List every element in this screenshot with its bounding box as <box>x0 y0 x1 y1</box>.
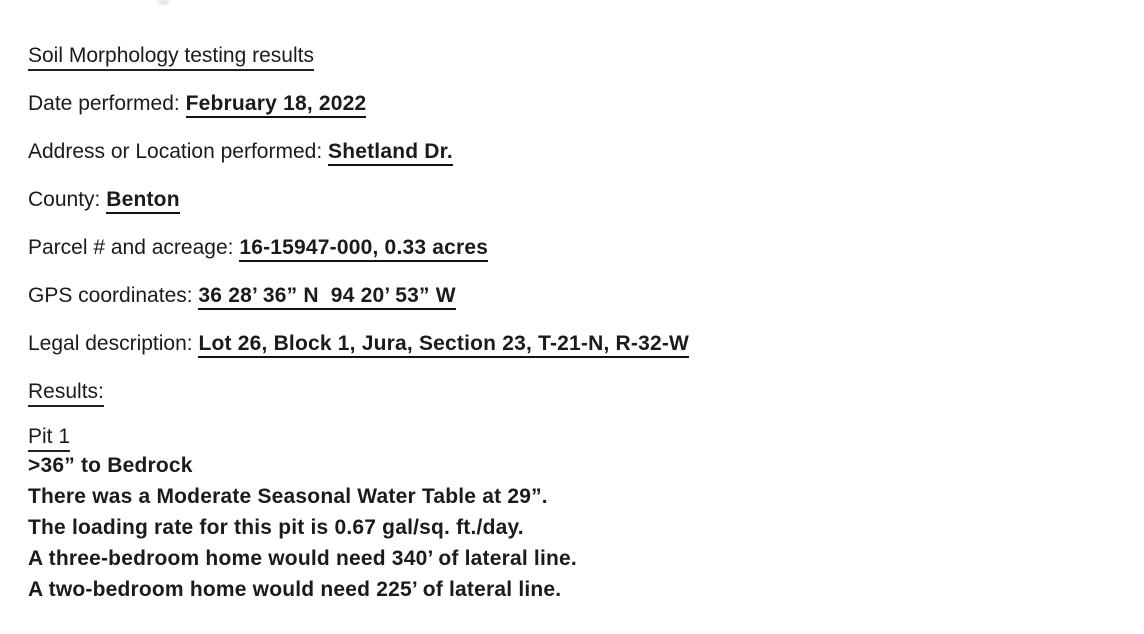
field-line-address <box>28 141 1124 162</box>
pit-result-water-table: There was a Moderate Seasonal Water Table at 29”. <box>28 485 548 508</box>
address-value: Shetland Dr. <box>328 140 453 166</box>
parcel-label: Parcel # and acreage: <box>28 236 240 259</box>
pit-name-line <box>28 426 1124 447</box>
document-title-line <box>28 45 1124 66</box>
date-performed-label: Date performed: <box>28 92 186 115</box>
gps-value: 36 28’ 36” N 94 20’ 53” W <box>198 284 455 310</box>
pit-name: Pit 1 <box>28 425 70 452</box>
field-line-legal-description <box>28 333 1124 354</box>
pit-result-three-bedroom: A three-bedroom home would need 340’ of lateral line. <box>28 547 577 570</box>
results-heading-line <box>28 381 1124 402</box>
legal-description-value: Lot 26, Block 1, Jura, Section 23, T-21-N, R-32-W <box>198 332 689 358</box>
field-line-parcel <box>28 237 1124 258</box>
field-line-county <box>28 189 1124 210</box>
pit-result-bedrock: >36” to Bedrock <box>28 454 193 477</box>
gps-label: GPS coordinates: <box>28 284 199 307</box>
parcel-value: 16-15947-000, 0.33 acres <box>239 236 488 262</box>
pit-result-loading-rate: The loading rate for this pit is 0.67 gal/sq. ft./day. <box>28 516 524 539</box>
field-line-gps <box>28 285 1124 306</box>
county-label: County: <box>28 188 107 211</box>
document-title: Soil Morphology testing results <box>28 44 314 71</box>
legal-description-label: Legal description: <box>28 332 199 355</box>
results-heading: Results: <box>28 380 104 407</box>
field-line-date-performed <box>28 93 1124 114</box>
date-performed-value: February 18, 2022 <box>186 92 367 118</box>
pit-results-block <box>28 450 1124 605</box>
county-value: Benton <box>106 188 180 214</box>
scan-artifact-mark <box>158 0 169 5</box>
address-label: Address or Location performed: <box>28 140 328 163</box>
pit-result-two-bedroom: A two-bedroom home would need 225’ of lateral line. <box>28 578 562 601</box>
